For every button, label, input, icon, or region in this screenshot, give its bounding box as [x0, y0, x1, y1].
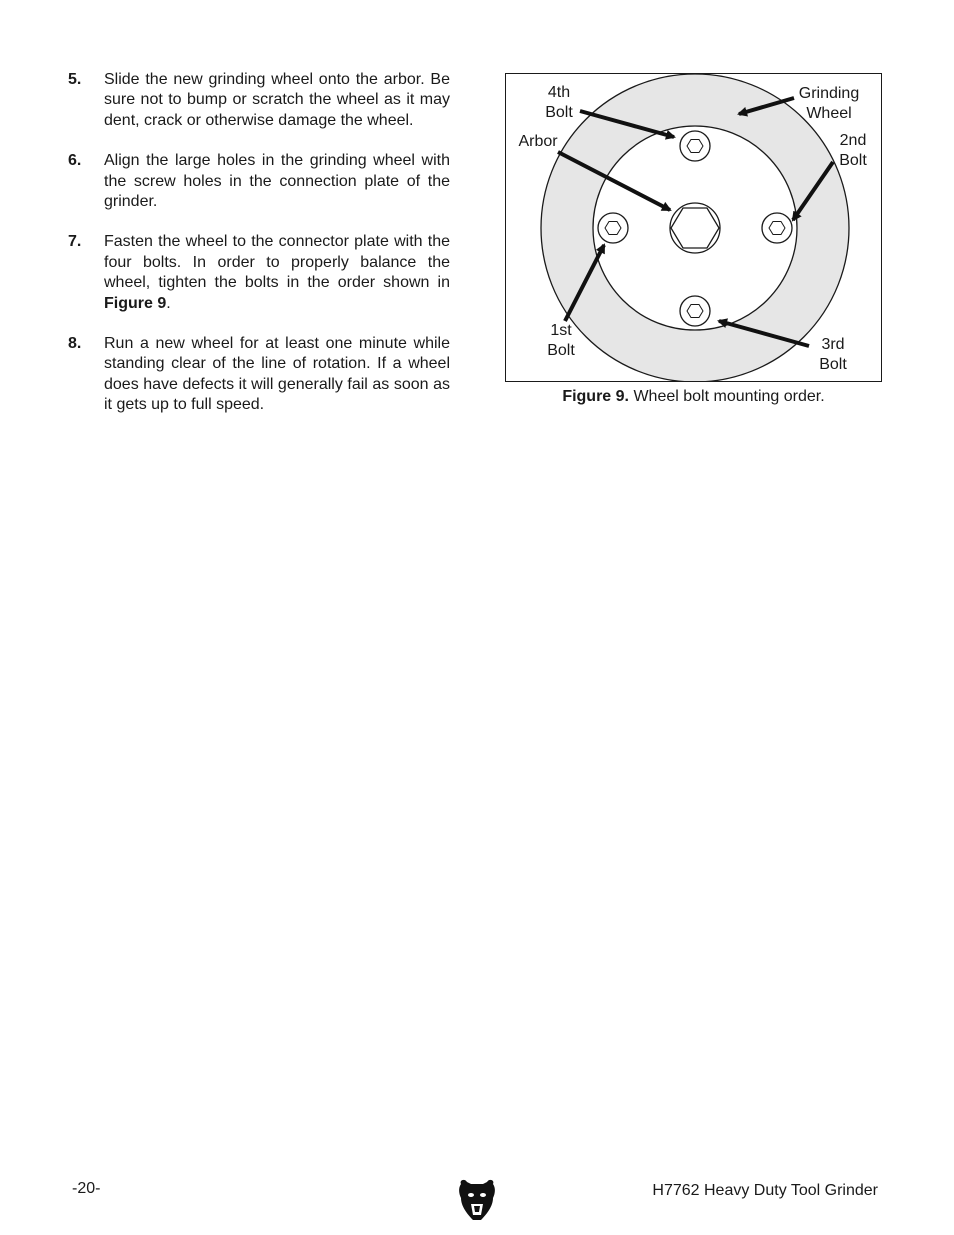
label-grinding-wheel: Grinding Wheel	[798, 85, 860, 123]
page-number: -20-	[72, 1180, 101, 1197]
step-number: 7.	[68, 233, 82, 251]
step-text: Fasten the wheel to the connector plate with the four bolts. In order to properly balance the wheel, tighten the bolts in the order shown in	[104, 233, 450, 292]
figure-reference: Figure 9	[104, 294, 167, 312]
figure-caption	[505, 388, 882, 406]
step-number: 8.	[68, 335, 82, 353]
label-4th-bolt: 4th Bolt	[545, 84, 573, 122]
step-number: 6.	[68, 152, 82, 170]
bolt-1	[598, 213, 628, 243]
bolt-4	[680, 131, 710, 161]
step-5	[68, 70, 450, 131]
caption-label: Figure 9.	[562, 388, 629, 405]
caption-text: Wheel bolt mounting order.	[629, 388, 825, 405]
step-7	[68, 232, 450, 314]
arbor-shape	[670, 203, 720, 253]
step-6	[68, 151, 450, 212]
step-text-tail: .	[166, 294, 171, 312]
label-arbor: Arbor	[518, 133, 558, 150]
label-1st-bolt: 1st Bolt	[547, 322, 575, 360]
step-text: Slide the new grinding wheel onto the arbor. Be sure not to bump or scratch the wheel as it may dent, crack or otherwise damage the wheel.	[104, 71, 450, 129]
instruction-steps	[68, 70, 450, 436]
label-3rd-bolt: 3rd Bolt	[819, 336, 847, 374]
figure-9	[505, 73, 882, 382]
bolt-3	[680, 296, 710, 326]
bear-head-logo-icon	[457, 1178, 497, 1227]
step-number: 5.	[68, 71, 82, 88]
step-text: Align the large holes in the grinding wheel with the screw holes in the connection plate of the grinder.	[104, 152, 450, 211]
step-8	[68, 334, 450, 416]
bolt-2	[762, 213, 792, 243]
label-2nd-bolt: 2nd Bolt	[839, 132, 867, 170]
footer-title: H7762 Heavy Duty Tool Grinder	[652, 1182, 878, 1199]
step-text: Run a new wheel for at least one minute while standing clear of the line of rotation. If a wheel does have defects it will generally fail as soon as it gets up to full speed.	[104, 335, 450, 414]
